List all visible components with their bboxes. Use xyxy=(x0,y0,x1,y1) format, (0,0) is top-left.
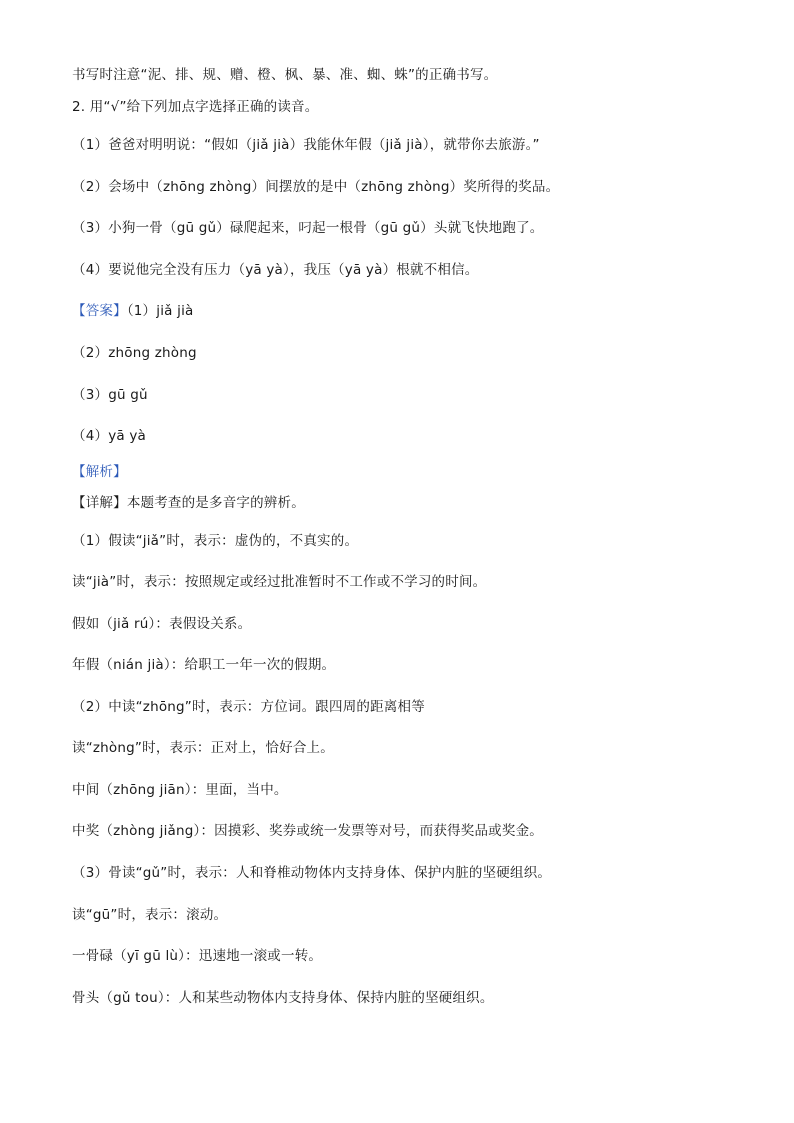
question-item: （1）爸爸对明明说：“假如（jiǎ jià）我能休年假（jiǎ jià），就带你去旅游。” xyxy=(72,137,540,153)
answer-item: （4）yā yà xyxy=(72,428,147,444)
analysis-line: 假如（jiǎ rú）：表假设关系。 xyxy=(72,616,252,632)
detail-text: 本题考查的是多音字的辨析。 xyxy=(126,495,305,511)
question-item: （3）小狗一骨（gū gǔ）碌爬起来，叼起一根骨（gū gǔ）头就飞快地跑了。 xyxy=(72,220,544,236)
analysis-line: 年假（nián jià）：给职工一年一次的假期。 xyxy=(72,657,336,673)
answer-line xyxy=(72,302,194,320)
answer-label: 【答案】 xyxy=(72,303,127,319)
analysis-line: （2）中读“zhōng”时，表示：方位词。跟四周的距离相等 xyxy=(72,699,425,715)
analysis-line: （1）假读“jiǎ”时，表示：虚伪的，不真实的。 xyxy=(72,533,359,549)
answer-item: （2）zhōng zhòng xyxy=(72,345,197,361)
question-item: （4）要说他完全没有压力（yā yà），我压（yā yà）根就不相信。 xyxy=(72,262,479,278)
detail-label: 【详解】 xyxy=(72,495,127,511)
analysis-line: 中奖（zhòng jiǎng）：因摸彩、奖券或统一发票等对号，而获得奖品或奖金。 xyxy=(72,823,543,839)
analysis-line: 中间（zhōng jiān）：里面，当中。 xyxy=(72,782,288,798)
analysis-line: 骨头（gǔ tou）：人和某些动物体内支持身体、保持内脏的坚硬组织。 xyxy=(72,990,494,1006)
analysis-label: 【解析】 xyxy=(72,464,127,480)
question-item: （2）会场中（zhōng zhòng）间摆放的是中（zhōng zhòng）奖所得的奖品。 xyxy=(72,179,560,195)
answer-item: （3）gū gǔ xyxy=(72,387,148,403)
analysis-line: 读“jià”时，表示：按照规定或经过批准暂时不工作或不学习的时间。 xyxy=(72,574,487,590)
analysis-line: （3）骨读“gǔ”时，表示：人和脊椎动物体内支持身体、保护内脏的坚硬组织。 xyxy=(72,865,552,881)
question-title: 2. 用“√”给下列加点字选择正确的读音。 xyxy=(72,99,319,115)
analysis-line: 读“gū”时，表示：滚动。 xyxy=(72,907,228,923)
analysis-line: 读“zhòng”时，表示：正对上，恰好合上。 xyxy=(72,740,334,756)
intro-note: 书写时注意“泥、排、规、赠、橙、枫、暴、准、蜘、蛛”的正确书写。 xyxy=(72,67,498,83)
answer-item: （1）jiǎ jià xyxy=(126,303,194,319)
analysis-line: 一骨碌（yī gū lù）：迅速地一滚或一转。 xyxy=(72,948,323,964)
detail-line xyxy=(72,494,305,512)
